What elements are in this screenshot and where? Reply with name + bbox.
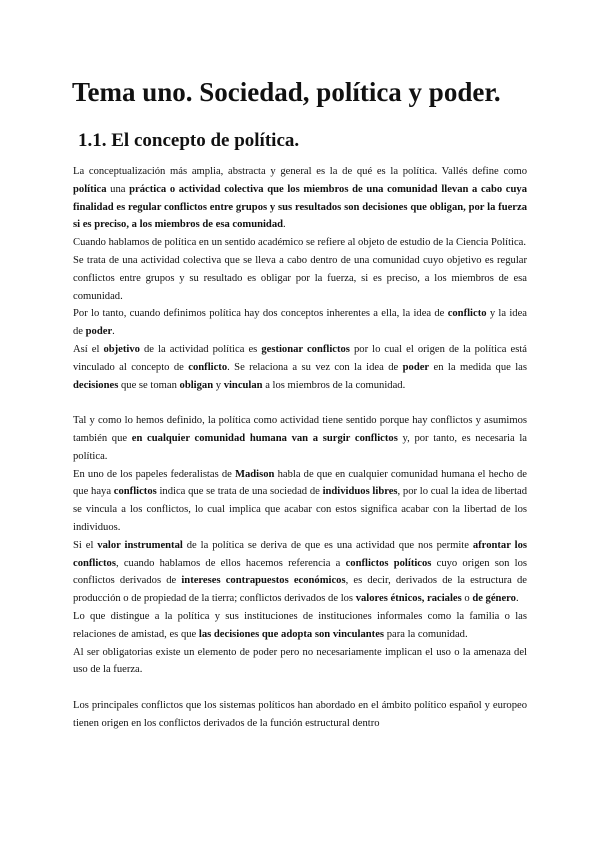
text: , por lo cual la idea de libertad se vincula a los conflictos, lo cual implica que acabar con estos significa acabar con la libertad de los individuos. <box>73 486 528 533</box>
document-title: Tema uno. Sociedad, política y poder. <box>72 77 501 107</box>
paragraph <box>73 305 527 341</box>
bold-text: afrontar los conflictos <box>73 539 527 569</box>
text: y la idea de <box>73 308 527 338</box>
bold-text: objetivo <box>103 343 140 355</box>
text: Lo que distingue a la política y sus instituciones de instituciones informales como la familia o las relaciones de amistad, es que <box>73 610 527 640</box>
text: . <box>112 326 115 338</box>
text: , es decir, derivados de la estructura de producción o de propiedad de la tierra; conflictos derivados de los <box>73 575 527 605</box>
paragraph <box>73 163 527 234</box>
text: Tal y como lo hemos definido, la política como actividad tiene sentido porque hay conflictos y asumimos también que <box>73 415 527 444</box>
text: Por lo tanto, cuando definimos política hay dos conceptos inherentes a ella, la idea de <box>73 308 448 320</box>
text: . <box>515 593 519 605</box>
paragraph <box>73 644 527 680</box>
bold-text: política <box>73 183 107 195</box>
paragraph <box>73 341 527 394</box>
text: y <box>213 379 224 391</box>
bold-text: decisiones <box>73 379 119 391</box>
paragraph <box>73 697 527 733</box>
paragraph <box>73 537 527 608</box>
text: cuyo origen son los conflictos derivados de <box>73 557 527 587</box>
bold-text: valores étnicos, raciales <box>355 593 462 605</box>
text: Al ser obligatorias existe un elemento de poder pero no necesariamente implican el uso o la amenaza del uso de la fuerza. <box>73 646 527 676</box>
paragraph <box>73 252 527 305</box>
bold-text: conflictos políticos <box>345 557 432 569</box>
section-heading: 1.1. El concepto de política. <box>78 130 300 151</box>
text: Si el <box>73 539 98 551</box>
paragraph <box>73 234 527 252</box>
text: La conceptualización más amplia, abstracta y general es la de qué es la política. Vallés define como <box>73 166 527 177</box>
bold-text: obligan <box>179 379 214 391</box>
bold-text: poder <box>85 326 113 338</box>
paragraph <box>73 608 527 644</box>
text: de la política se deriva de que es una actividad que nos permite <box>182 539 473 551</box>
text: Cuando hablamos de política en un sentido académico se refiere al objeto de estudio de la Ciencia Política. <box>73 237 527 249</box>
bold-text: valor instrumental <box>97 539 183 551</box>
text: a los miembros de la comunidad. <box>262 379 406 391</box>
text: de la actividad política es <box>139 343 262 355</box>
bold-text: conflicto <box>447 308 487 320</box>
text: . <box>283 219 286 231</box>
text: para la comunidad. <box>384 628 468 640</box>
paragraph <box>73 466 527 537</box>
text: En uno de los papeles federalistas de <box>73 468 235 480</box>
text: o <box>461 593 473 605</box>
text: en la medida que las <box>429 361 528 373</box>
bold-text: conflictos <box>113 486 157 498</box>
bold-text: vinculan <box>223 379 263 391</box>
text: indica que se trata de una sociedad de <box>156 486 323 498</box>
paragraph <box>73 412 527 465</box>
text: por lo cual el origen de la política está vinculado al concepto de <box>73 343 527 373</box>
text: Así el <box>73 343 104 355</box>
text: , cuando hablamos de ellos hacemos referencia a <box>115 557 346 569</box>
bold-text: individuos libres <box>322 486 398 498</box>
text: Los principales conflictos que los sistemas políticos han abordado en el ámbito político español y europeo tienen origen en los conflictos derivados de la función estructural dentro <box>73 699 527 729</box>
bold-text: conflicto <box>188 361 228 373</box>
bold-text: en cualquier comunidad humana van a surgir conflictos <box>131 432 398 444</box>
bold-text: Madison <box>234 468 275 480</box>
text: Se trata de una actividad colectiva que se lleva a cabo dentro de una comunidad cuyo objetivo es regular conflictos entre grupos y su resultado es obligar por la fuerza, si es preciso, a los miembros de esa comunidad. <box>73 254 527 302</box>
bold-text: de género <box>472 593 516 605</box>
bold-text: intereses contrapuestos económicos <box>181 575 346 587</box>
bold-text: práctica o actividad colectiva que los miembros de una comunidad llevan a cabo cuya finalidad es regular conflictos entre grupos y sus resultados son decisiones que obligan, por la fuerza si es preciso, a los miembros de esa comunidad <box>73 183 527 231</box>
bold-text: las decisiones que adopta son vinculantes <box>198 628 385 640</box>
bold-text: gestionar conflictos <box>261 343 350 355</box>
text: una <box>106 183 130 195</box>
text: habla de que en cualquier comunidad humana el hecho de que haya <box>73 468 527 498</box>
text: y, por tanto, es necesaria la política. <box>73 432 527 462</box>
body-text <box>73 163 527 733</box>
bold-text: poder <box>402 361 430 373</box>
text: que se toman <box>118 379 180 391</box>
text: . Se relaciona a su vez con la idea de <box>227 361 403 373</box>
